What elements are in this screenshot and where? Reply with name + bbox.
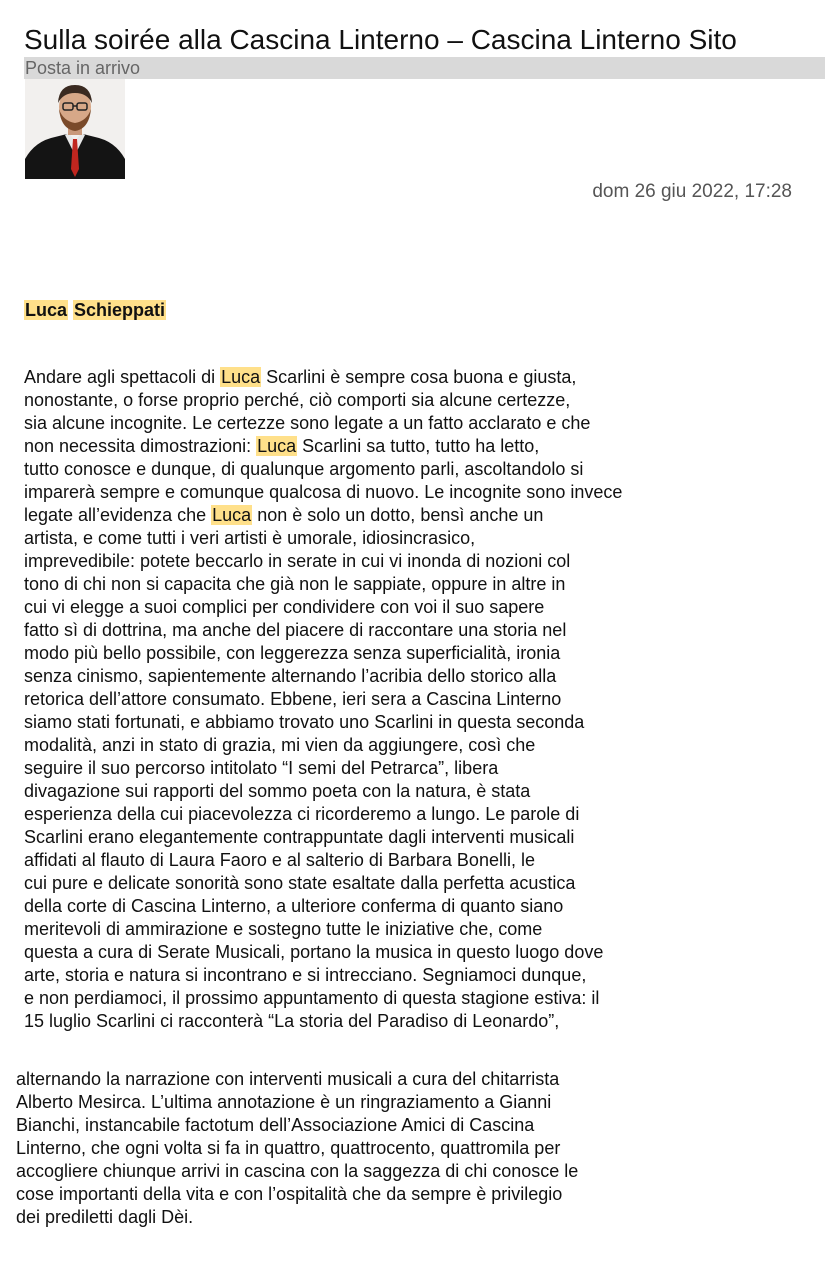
body-text-segment: e non perdiamoci, il prossimo appuntamento di questa stagione estiva: il bbox=[24, 988, 600, 1008]
body-line bbox=[24, 389, 622, 412]
body-line bbox=[24, 458, 622, 481]
body-line bbox=[24, 573, 622, 596]
body-text-segment: siamo stati fortunati, e abbiamo trovato uno Scarlini in questa seconda bbox=[24, 712, 585, 732]
body-text-segment: imprevedibile: potete beccarlo in serate in cui vi inonda di nozioni col bbox=[24, 551, 571, 571]
body-text-segment: Andare agli spettacoli di bbox=[24, 367, 221, 387]
body-text-segment: seguire il suo percorso intitolato “I semi del Petrarca”, libera bbox=[24, 758, 499, 778]
body-line bbox=[24, 964, 622, 987]
body-line bbox=[24, 757, 622, 780]
body-line: cose importanti della vita e con l’ospitalità che da sempre è privilegio bbox=[16, 1184, 563, 1204]
body-line bbox=[24, 550, 622, 573]
body-line bbox=[24, 435, 622, 458]
body-line bbox=[24, 596, 622, 619]
highlighted-term: Luca bbox=[212, 505, 252, 525]
body-text-segment: 15 luglio Scarlini ci racconterà “La storia del Paradiso di Leonardo”, bbox=[24, 1011, 560, 1031]
body-line bbox=[24, 688, 622, 711]
email-date: dom 26 giu 2022, 17:28 bbox=[592, 181, 792, 202]
body-line bbox=[24, 941, 622, 964]
body-text-segment: divagazione sui rapporti del sommo poeta con la natura, è stata bbox=[24, 781, 531, 801]
body-text-segment: Scarlini sa tutto, tutto ha letto, bbox=[297, 436, 540, 456]
body-line bbox=[24, 711, 622, 734]
body-text-segment: artista, e come tutti i veri artisti è umorale, idiosincrasico, bbox=[24, 528, 476, 548]
sender-name[interactable] bbox=[24, 298, 166, 322]
body-line bbox=[24, 619, 622, 642]
body-text-segment: retorica dell’attore consumato. Ebbene, ieri sera a Cascina Linterno bbox=[24, 689, 562, 709]
body-line bbox=[24, 872, 622, 895]
body-line bbox=[24, 987, 622, 1010]
email-body bbox=[24, 366, 622, 1033]
body-line: Bianchi, instancabile factotum dell’Associazione Amici di Cascina bbox=[16, 1115, 535, 1135]
body-text-segment: modalità, anzi in stato di grazia, mi vien da aggiungere, così che bbox=[24, 735, 536, 755]
body-text-segment: cui pure e delicate sonorità sono state esaltate dalla perfetta acustica bbox=[24, 873, 576, 893]
body-text-segment: modo più bello possibile, con leggerezza senza superficialità, ironia bbox=[24, 643, 561, 663]
body-line bbox=[24, 918, 622, 941]
body-text-segment: questa a cura di Serate Musicali, portano la musica in questo luogo dove bbox=[24, 942, 604, 962]
body-line: Alberto Mesirca. L’ultima annotazione è un ringraziamento a Gianni bbox=[16, 1092, 552, 1112]
body-text-segment: fatto sì di dottrina, ma anche del piacere di raccontare una storia nel bbox=[24, 620, 567, 640]
body-line bbox=[24, 895, 622, 918]
body-text-segment: Scarlini è sempre cosa buona e giusta, bbox=[261, 367, 577, 387]
body-text-segment: tono di chi non si capacita che già non le sappiate, oppure in altre in bbox=[24, 574, 566, 594]
body-text-segment: imparerà sempre e comunque qualcosa di nuovo. Le incognite sono invece bbox=[24, 482, 623, 502]
body-line bbox=[24, 1010, 622, 1033]
body-line bbox=[24, 481, 622, 504]
person-photo-icon bbox=[25, 79, 125, 179]
body-text-segment: non è solo un dotto, bensì anche un bbox=[252, 505, 544, 525]
body-line bbox=[24, 527, 622, 550]
body-text-segment: non necessita dimostrazioni: bbox=[24, 436, 257, 456]
body-text-segment: senza cinismo, sapientemente alternando l’acribia dello storico alla bbox=[24, 666, 557, 686]
body-line bbox=[24, 826, 622, 849]
body-text-segment: nonostante, o forse proprio perché, ciò comporti sia alcune certezze, bbox=[24, 390, 571, 410]
body-line bbox=[24, 665, 622, 688]
body-text-segment: arte, storia e natura si incontrano e si intrecciano. Segniamoci dunque, bbox=[24, 965, 587, 985]
folder-bar bbox=[24, 57, 825, 79]
body-line bbox=[24, 734, 622, 757]
body-line: dei prediletti dagli Dèi. bbox=[16, 1207, 194, 1227]
body-text-segment: della corte di Cascina Linterno, a ulteriore conferma di quanto siano bbox=[24, 896, 564, 916]
body-line bbox=[24, 504, 622, 527]
body-text-segment: sia alcune incognite. Le certezze sono legate a un fatto acclarato e che bbox=[24, 413, 591, 433]
body-line: alternando la narrazione con interventi musicali a cura del chitarrista bbox=[16, 1069, 560, 1089]
body-text-segment: meritevoli di ammirazione e sostegno tutte le iniziative che, come bbox=[24, 919, 543, 939]
body-text-segment: legate all’evidenza che bbox=[24, 505, 212, 525]
body-text-segment: esperienza della cui piacevolezza ci ricorderemo a lungo. Le parole di bbox=[24, 804, 580, 824]
highlighted-term: Luca bbox=[257, 436, 297, 456]
folder-label[interactable]: Posta in arrivo bbox=[25, 58, 141, 78]
sender-avatar bbox=[25, 79, 125, 179]
sender-last-name: Schieppati bbox=[74, 300, 166, 320]
body-line bbox=[24, 366, 622, 389]
body-line bbox=[24, 412, 622, 435]
body-text-segment: tutto conosce e dunque, di qualunque argomento parli, ascoltandolo si bbox=[24, 459, 584, 479]
body-line bbox=[24, 803, 622, 826]
body-text-segment: Scarlini erano elegantemente contrappuntate dagli interventi musicali bbox=[24, 827, 575, 847]
body-line bbox=[24, 849, 622, 872]
email-body-continued bbox=[16, 1068, 578, 1229]
body-text-segment: affidati al flauto di Laura Faoro e al salterio di Barbara Bonelli, le bbox=[24, 850, 535, 870]
body-line bbox=[24, 780, 622, 803]
highlighted-term: Luca bbox=[221, 367, 261, 387]
body-line: Linterno, che ogni volta si fa in quattro, quattrocento, quattromila per bbox=[16, 1138, 561, 1158]
sender-first-name: Luca bbox=[25, 300, 68, 320]
email-subject: Sulla soirée alla Cascina Linterno – Cascina Linterno Sito bbox=[24, 24, 737, 55]
body-line bbox=[24, 642, 622, 665]
body-text-segment: cui vi elegge a suoi complici per condividere con voi il suo sapere bbox=[24, 597, 545, 617]
body-line: accogliere chiunque arrivi in cascina con la saggezza di chi conosce le bbox=[16, 1161, 579, 1181]
